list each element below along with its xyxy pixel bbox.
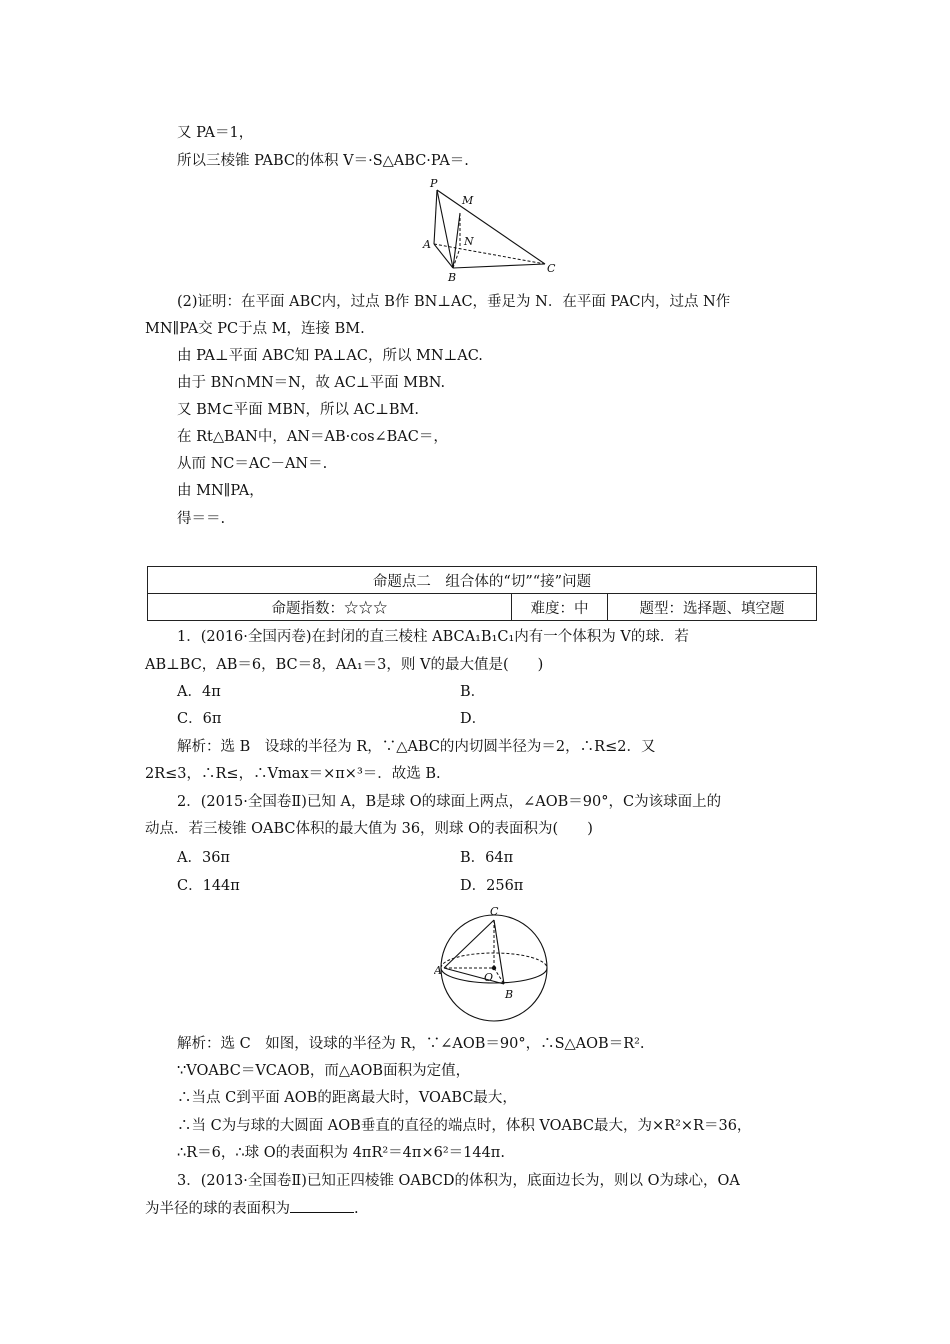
text-line: 又 PA＝1， [177, 125, 254, 141]
option-c: C．6π [177, 711, 222, 727]
text-line: 又 BM⊂平面 MBN，所以 AC⊥BM. [177, 402, 419, 418]
label-P: P [430, 177, 438, 190]
question-3-end: . [354, 1201, 359, 1217]
solution-line: 2R≤3，∴R≤，∴Vmax＝×π×³＝．故选 B. [145, 766, 441, 782]
pyramid-figure [420, 176, 565, 284]
text-line: 在 Rt△BAN中，AN＝AB·cos∠BAC＝， [177, 429, 448, 445]
text-line: 得＝＝. [177, 511, 226, 527]
solution-line: ∴当点 C到平面 AOB的距离最大时，VOABC最大， [177, 1090, 517, 1106]
option-b: B． [460, 684, 486, 700]
label-B: B [505, 988, 514, 1001]
label-N: N [464, 235, 474, 248]
topic-index: 命题指数：☆☆☆ [148, 594, 512, 621]
topic-difficulty: 难度：中 [512, 594, 608, 621]
label-C: C [490, 905, 499, 918]
text-line: 由于 BN∩MN＝N，故 AC⊥平面 MBN. [177, 375, 446, 391]
text-line: (2)证明：在平面 ABC内，过点 B作 BN⊥AC，垂足为 N．在平面 PAC内，过点 N作 [177, 294, 731, 310]
text-line: 从而 NC＝AC－AN＝. [177, 456, 328, 472]
topic-header-table [147, 566, 817, 621]
text-line: MN∥PA交 PC于点 M，连接 BM. [145, 321, 365, 337]
label-O: O [484, 971, 494, 984]
topic-type: 题型：选择题、填空题 [608, 594, 817, 621]
solution-line: ∵VOABC＝VCAOB，而△AOB面积为定值， [177, 1063, 471, 1079]
option-d: D．256π [460, 878, 524, 894]
topic-title: 命题点二 组合体的“切”“接”问题 [148, 567, 817, 594]
question-3-stem-line [145, 1198, 359, 1219]
text-line: 由 PA⊥平面 ABC知 PA⊥AC，所以 MN⊥AC. [177, 348, 483, 364]
solution-line: ∴R＝6，∴球 O的表面积为 4πR²＝4π×6²＝144π. [177, 1145, 505, 1161]
sphere-figure [434, 904, 554, 1026]
question-1-stem: AB⊥BC，AB＝6，BC＝8，AA₁＝3，则 V的最大值是( ) [145, 657, 544, 673]
question-3-text: 为半径的球的表面积为 [145, 1201, 290, 1217]
option-a: A．36π [177, 850, 230, 866]
label-C: C [547, 262, 556, 275]
option-c: C．144π [177, 878, 240, 894]
solution-line: ∴当 C为与球的大圆面 AOB垂直的直径的端点时，体积 VOABC最大，为×R²×R＝36， [177, 1118, 752, 1134]
answer-blank [290, 1198, 354, 1213]
option-b: B．64π [460, 850, 514, 866]
option-d: D． [460, 711, 487, 727]
solution-line: 解析：选 C 如图，设球的半径为 R，∵∠AOB＝90°，∴S△AOB＝R². [177, 1036, 645, 1052]
question-3-stem: 3．(2013·全国卷Ⅱ)已知正四棱锥 OABCD的体积为，底面边长为，则以 O为球心，OA [177, 1173, 740, 1189]
label-A: A [434, 964, 442, 977]
label-M: M [462, 194, 474, 207]
option-a: A．4π [177, 684, 221, 700]
question-2-stem: 2．(2015·全国卷Ⅱ)已知 A，B是球 O的球面上两点，∠AOB＝90°，C为该球面上的 [177, 794, 722, 810]
solution-line: 解析：选 B 设球的半径为 R，∵△ABC的内切圆半径为＝2，∴R≤2．又 [177, 739, 656, 755]
text-line: 所以三棱锥 PABC的体积 V＝·S△ABC·PA＝. [177, 153, 469, 169]
label-B: B [448, 271, 457, 284]
question-2-stem: 动点．若三棱锥 OABC体积的最大值为 36，则球 O的表面积为( ) [145, 821, 593, 837]
question-1-stem: 1．(2016·全国丙卷)在封闭的直三棱柱 ABCA₁B₁C₁内有一个体积为 V的球．若 [177, 629, 689, 645]
label-A: A [423, 238, 431, 251]
text-line: 由 MN∥PA， [177, 483, 264, 499]
